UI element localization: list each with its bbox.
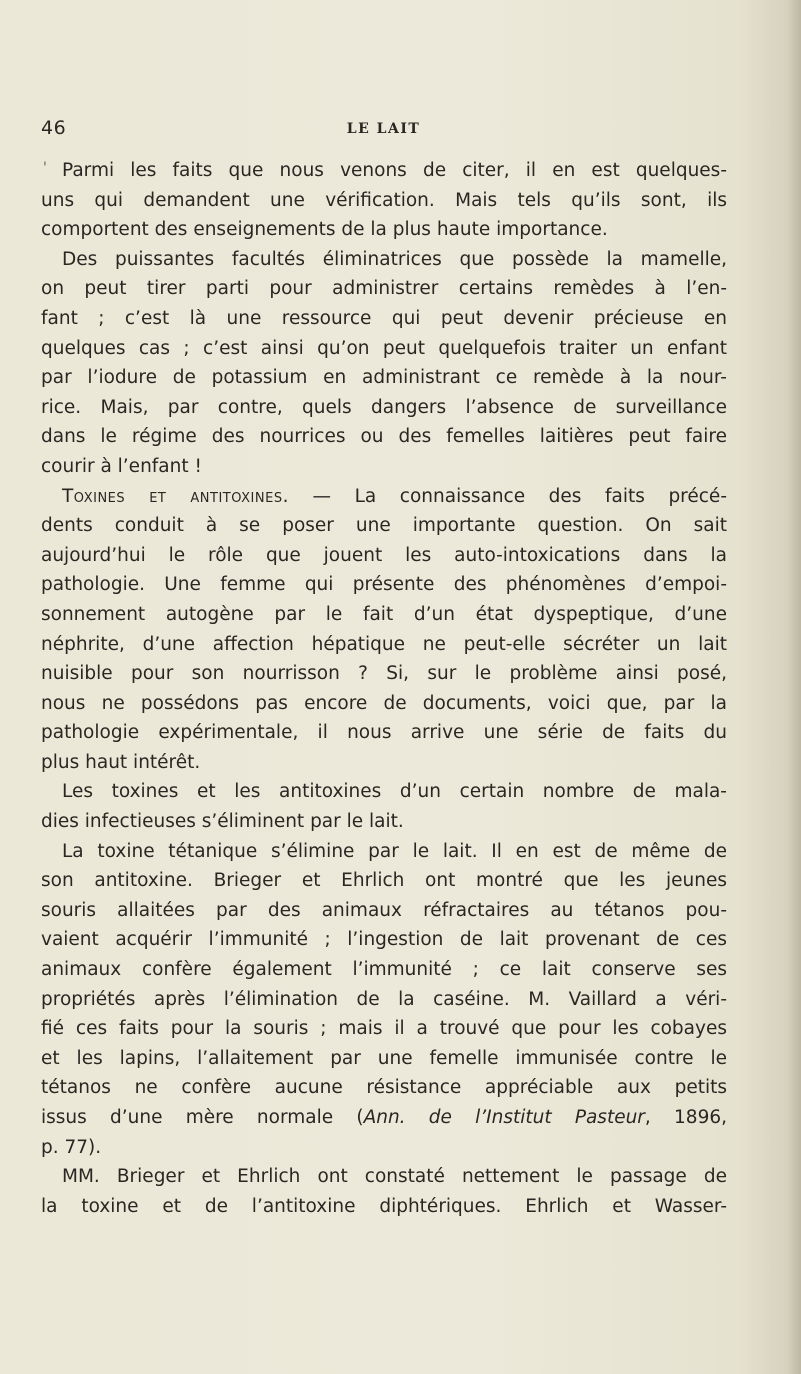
text-line: Les toxines et les antitoxines d’un certain nombre de mala-: [62, 781, 727, 803]
text-line: Des puissantes facultés éliminatrices que possède la mamelle,: [62, 248, 727, 270]
text-line: rice. Mais, par contre, quels dangers l’absence de surveillance: [41, 396, 727, 418]
text-line: sonnement autogène par le fait d’un état dyspeptique, d’une: [41, 603, 727, 625]
text-line: dans le régime des nourrices ou des femelles laitières peut faire: [41, 426, 727, 448]
text-line: [41, 482, 727, 512]
text-line: fié ces faits pour la souris ; mais il a trouvé que pour les cobayes: [41, 1018, 727, 1040]
text-line: La toxine tétanique s’élimine par le lait. Il en est de même de: [62, 840, 727, 862]
text-line: courir à l’enfant !: [41, 455, 202, 477]
text-line: son antitoxine. Brieger et Ehrlich ont montré que les jeunes: [41, 870, 727, 892]
text-line: la toxine et de l’antitoxine diphtériques. Ehrlich et Wasser-: [41, 1195, 727, 1217]
text-line: pathologie. Une femme qui présente des phénomènes d’empoi-: [41, 574, 727, 596]
body-text: [41, 156, 727, 1221]
page-header: [41, 117, 726, 147]
citation-title: Ann. de l’Institut Pasteur: [363, 1107, 645, 1128]
page-number: 46: [41, 117, 67, 139]
text-line: nuisible pour son nourrisson ? Si, sur le problème ainsi posé,: [41, 663, 727, 685]
text-line: comportent des enseignements de la plus haute importance.: [41, 219, 608, 241]
text-line: quelques cas ; c’est ainsi qu’on peut quelquefois traiter un enfant: [41, 337, 727, 359]
text-line: tétanos ne confère aucune résistance appréciable aux petits: [41, 1077, 727, 1099]
text-line-rest: — La connaissance des faits précé-: [312, 485, 727, 507]
text-line: animaux confère également l’immunité ; ce lait conserve ses: [41, 959, 727, 981]
text-line: nous ne possédons pas encore de documents, voici que, par la: [41, 692, 727, 714]
text-line: MM. Brieger et Ehrlich ont constaté nettement le passage de: [62, 1166, 727, 1188]
running-head: LE LAIT: [346, 121, 421, 137]
text-line: dies infectieuses s’éliminent par le lait.: [41, 811, 404, 833]
text-line: par l’iodure de potassium en administrant ce remède à la nour-: [41, 367, 727, 389]
section-heading: Toxines et antitoxines.: [62, 485, 289, 507]
text-line: on peut tirer parti pour administrer certains remèdes à l’en-: [41, 278, 727, 300]
text-line: dents conduit à se poser une importante question. On sait: [41, 515, 727, 537]
text-line: propriétés après l’élimination de la caséine. M. Vaillard a véri-: [41, 988, 727, 1010]
text-line: pathologie expérimentale, il nous arrive une série de faits du: [41, 722, 727, 744]
page-edge-shadow: [787, 0, 801, 1374]
text-line: souris allaitées par des animaux réfractaires au tétanos pou-: [41, 899, 727, 921]
text-line-start: issus d’une mère normale (: [41, 1107, 364, 1128]
text-line: néphrite, d’une affection hépatique ne peut-elle sécréter un lait: [41, 633, 727, 655]
text-line: et les lapins, l’allaitement par une femelle immunisée contre le: [41, 1047, 727, 1069]
text-line: p. 77).: [41, 1136, 102, 1158]
citation-rest: , 1896,: [644, 1107, 727, 1128]
text-line: plus haut intérêt.: [41, 751, 201, 773]
text-line: vaient acquérir l’immunité ; l’ingestion de lait provenant de ces: [41, 929, 727, 951]
text-line: uns qui demandent une vérification. Mais tels qu’ils sont, ils: [41, 189, 727, 211]
text-line: aujourd’hui le rôle que jouent les auto-intoxications dans la: [41, 544, 727, 566]
margin-mark: ': [43, 160, 47, 176]
text-line: fant ; c’est là une ressource qui peut devenir précieuse en: [41, 307, 727, 329]
text-line: Parmi les faits que nous venons de citer, il en est quelques-: [62, 160, 727, 181]
text-line: [41, 1103, 727, 1133]
